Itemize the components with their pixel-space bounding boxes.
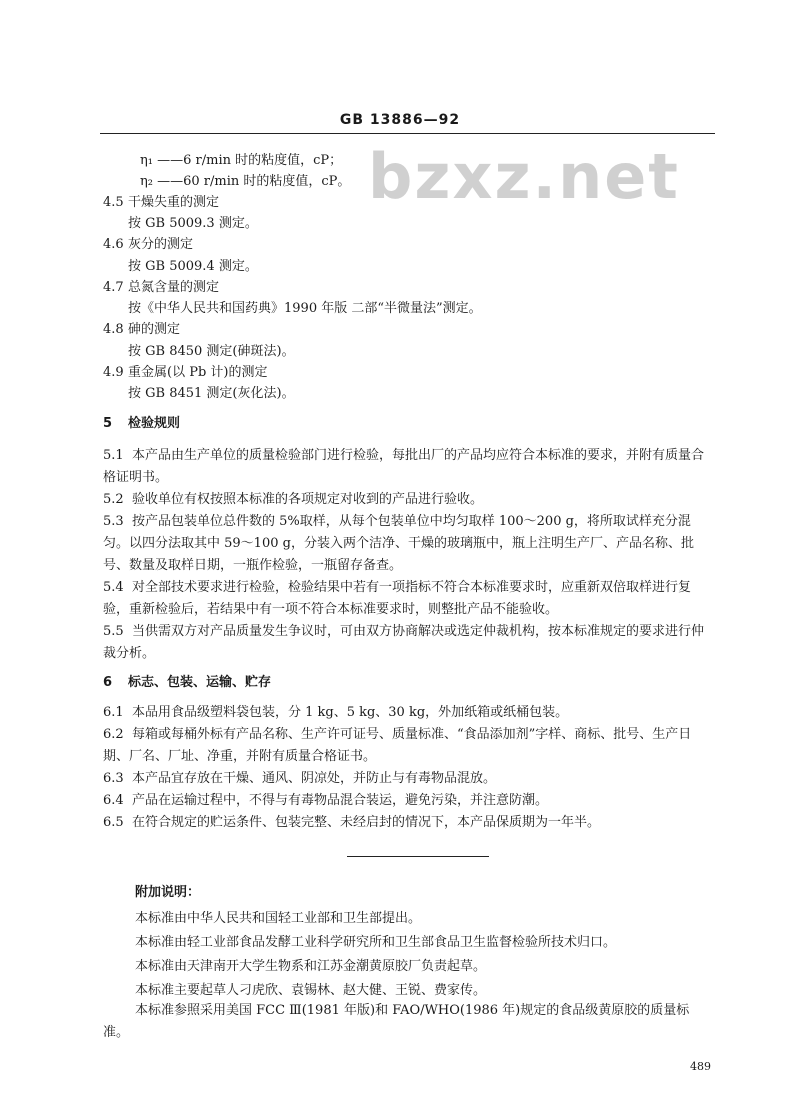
formula-def-eta1: η₁ ——6 r/min 时的粘度值，cP； bbox=[140, 153, 343, 168]
section-title: 检验规则 bbox=[128, 416, 181, 431]
appendix-line: 本标准主要起草人刁虎欣、袁锡林、赵大健、王锐、费家传。 bbox=[135, 983, 487, 998]
section-number: 4.7 bbox=[103, 280, 124, 295]
clause-text: 对全部技术要求进行检验，检验结果中若有一项指标不符合本标准要求时，应重新双倍取样进行复验，重新检验后，若结果中有一项不符合本标准要求时，则整批产品不能验收。 bbox=[103, 580, 691, 617]
clause-number: 6.3 bbox=[103, 771, 124, 786]
section-4-9-text: 按 GB 8451 测定(灰化法)。 bbox=[128, 386, 295, 401]
clause-number: 5.1 bbox=[103, 448, 124, 463]
section-title: 总氮含量的测定 bbox=[128, 280, 220, 295]
standard-code-header: GB 13886—92 bbox=[339, 112, 461, 128]
section-4-7-text: 按《中华人民共和国药典》1990 年版 二部“半微量法”测定。 bbox=[128, 301, 482, 316]
section-4-5-text: 按 GB 5009.3 测定。 bbox=[128, 216, 258, 231]
header-rule bbox=[100, 133, 715, 134]
section-title: 砷的测定 bbox=[128, 322, 181, 337]
section-number: 5 bbox=[103, 416, 113, 431]
clause-number: 5.4 bbox=[103, 580, 124, 595]
clause-5-2 bbox=[103, 489, 715, 511]
end-rule bbox=[347, 856, 489, 857]
section-title: 标志、包装、运输、贮存 bbox=[128, 675, 272, 690]
section-title: 灰分的测定 bbox=[128, 237, 194, 252]
clause-6-2 bbox=[103, 724, 715, 768]
page-number: 489 bbox=[690, 1060, 711, 1073]
clause-5-5 bbox=[103, 621, 715, 665]
clause-6-5 bbox=[103, 812, 715, 834]
clause-text: 按产品包装单位总件数的 5%取样，从每个包装单位中均匀取样 100～200 g，将所取试样充分混匀。以四分法取其中 59～100 g，分装入两个洁净、干燥的玻璃瓶中，瓶上注明生产厂、产品名称、批号、数量及取样日期，一瓶作检验，一瓶留存备查。 bbox=[103, 514, 694, 573]
section-title: 重金属(以 Pb 计)的测定 bbox=[128, 365, 268, 380]
clause-text: 每箱或每桶外标有产品名称、生产许可证号、质量标准、“食品添加剂”字样、商标、批号、生产日期、厂名、厂址、净重，并附有质量合格证书。 bbox=[103, 727, 692, 764]
appendix-line: 本标准由中华人民共和国轻工业部和卫生部提出。 bbox=[135, 911, 422, 926]
clause-5-3 bbox=[103, 511, 715, 577]
formula-def-eta2: η₂ ——60 r/min 时的粘度值，cP。 bbox=[140, 174, 351, 189]
appendix-line: 本标准由天津南开大学生物系和江苏金潮黄原胶厂负责起草。 bbox=[135, 959, 487, 974]
section-number: 4.9 bbox=[103, 365, 124, 380]
clause-number: 5.5 bbox=[103, 624, 124, 639]
clause-5-4 bbox=[103, 577, 715, 621]
clause-number: 6.5 bbox=[103, 815, 124, 830]
clause-number: 5.2 bbox=[103, 492, 124, 507]
section-title: 干燥失重的测定 bbox=[128, 195, 220, 210]
section-number: 4.5 bbox=[103, 195, 124, 210]
clause-number: 5.3 bbox=[103, 514, 124, 529]
clause-5-1 bbox=[103, 445, 715, 489]
clause-text: 验收单位有权按照本标准的各项规定对收到的产品进行验收。 bbox=[131, 492, 483, 507]
clause-6-1 bbox=[103, 702, 715, 724]
clause-number: 6.2 bbox=[103, 727, 124, 742]
section-4-6-text: 按 GB 5009.4 测定。 bbox=[128, 259, 258, 274]
clause-6-4 bbox=[103, 790, 715, 812]
appendix-title: 附加说明： bbox=[135, 885, 201, 900]
section-number: 4.6 bbox=[103, 237, 124, 252]
clause-text: 当供需双方对产品质量发生争议时，可由双方协商解决或选定仲裁机构，按本标准规定的要求进行仲裁分析。 bbox=[103, 624, 704, 661]
clause-text: 在符合规定的贮运条件、包装完整、未经启封的情况下，本产品保质期为一年半。 bbox=[131, 815, 600, 830]
section-number: 6 bbox=[103, 675, 113, 690]
clause-6-3 bbox=[103, 768, 715, 790]
clause-text: 产品在运输过程中，不得与有毒物品混合装运，避免污染，并注意防潮。 bbox=[131, 793, 548, 808]
watermark: bzxz.net bbox=[368, 140, 680, 213]
clause-number: 6.1 bbox=[103, 705, 124, 720]
section-4-8-text: 按 GB 8450 测定(砷斑法)。 bbox=[128, 344, 295, 359]
clause-text: 本产品宜存放在干燥、通风、阴凉处，并防止与有毒物品混放。 bbox=[131, 771, 496, 786]
clause-text: 本产品由生产单位的质量检验部门进行检验，每批出厂的产品均应符合本标准的要求，并附有质量合格证明书。 bbox=[103, 448, 704, 485]
section-number: 4.8 bbox=[103, 322, 124, 337]
appendix-line: 本标准由轻工业部食品发酵工业科学研究所和卫生部食品卫生监督检验所技术归口。 bbox=[135, 935, 617, 950]
appendix-line: 本标准参照采用美国 FCC Ⅲ(1981 年版)和 FAO/WHO(1986 年)规定的食品级黄原胶的质量标准。 bbox=[103, 1003, 690, 1040]
clause-text: 本品用食品级塑料袋包装，分 1 kg、5 kg、30 kg，外加纸箱或纸桶包装。 bbox=[131, 705, 569, 720]
clause-number: 6.4 bbox=[103, 793, 124, 808]
